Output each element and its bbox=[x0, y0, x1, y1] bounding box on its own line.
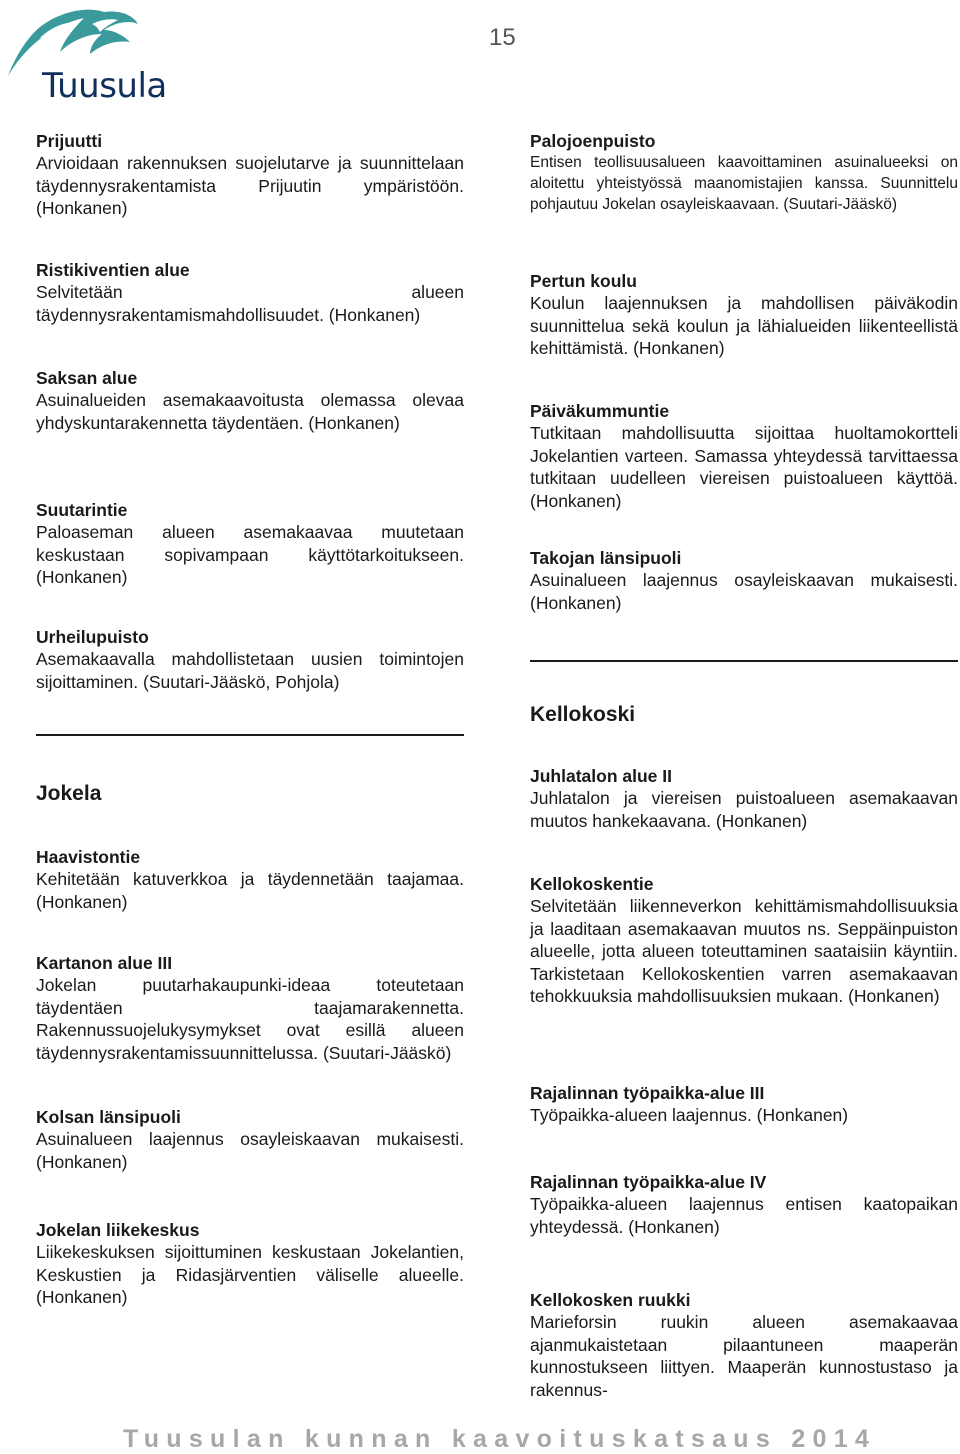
section-divider bbox=[36, 734, 464, 736]
entry-title: Juhlatalon alue II bbox=[530, 766, 672, 786]
entry-body: Asemakaavalla mahdollistetaan uusien toimintojen sijoittaminen. (Suutari-Jääskö, Pohjola) bbox=[36, 649, 464, 692]
entry-body: Juhlatalon ja viereisen puistoalueen asemakaavan muutos hankekaavana. (Honkanen) bbox=[530, 788, 958, 831]
entry-title: Takojan länsipuoli bbox=[530, 548, 682, 568]
entry-title: Kartanon alue III bbox=[36, 953, 173, 973]
entry-body: Liikekeskuksen sijoittuminen keskustaan Jokelantien, Keskustien ja Ridasjärventien väliselle alueelle. (Honkanen) bbox=[36, 1242, 464, 1307]
tuusula-logo bbox=[4, 4, 179, 104]
section-heading-kellokoski: Kellokoski bbox=[530, 703, 636, 726]
entry-body: Jokelan puutarhakaupunki-ideaa toteutetaan täydentäen taajamarakennetta. Rakennussuojelukysymykset ovat esillä alueen täydennysrakentamissuunnittelussa. (Suutari-Jääskö) bbox=[36, 975, 464, 1063]
entry-body: Työpaikka-alueen laajennus entisen kaatopaikan yhteydessä. (Honkanen) bbox=[530, 1194, 958, 1237]
entry-body: Kehitetään katuverkkoa ja täydennetään taajamaa. (Honkanen) bbox=[36, 869, 464, 912]
entry-title: Päiväkummuntie bbox=[530, 401, 670, 421]
footer-title: Tuusulan kunnan kaavoituskatsaus 2014 bbox=[123, 1425, 877, 1453]
entry-body: Asuinalueen laajennus osayleiskaavan mukaisesti. (Honkanen) bbox=[530, 570, 958, 613]
entry-kellokoskentie bbox=[530, 873, 958, 1008]
entry-title: Ristikiventien alue bbox=[36, 260, 190, 280]
entry-paivakummuntie bbox=[530, 400, 958, 512]
entry-title: Palojoenpuisto bbox=[530, 131, 656, 151]
entry-title: Kellokoskentie bbox=[530, 874, 654, 894]
entry-juhlatalon-alue-ii bbox=[530, 765, 958, 832]
entry-ristikiventien-alue bbox=[36, 259, 464, 326]
entry-kellokosken-ruukki bbox=[530, 1289, 958, 1401]
entry-palojoenpuisto bbox=[530, 130, 958, 215]
entry-body: Marieforsin ruukin alueen asemakaavaa ajanmukaistetaan pilaantuneen maaperän kunnostukseen liittyen. Maaperän kunnostustaso ja rakennus- bbox=[530, 1312, 958, 1400]
entry-title: Kellokosken ruukki bbox=[530, 1290, 691, 1310]
entry-haavistontie bbox=[36, 846, 464, 913]
entry-body: Tutkitaan mahdollisuutta sijoittaa huoltamokortteli Jokelantien varteen. Samassa yhteydessä tarvittaessa tutkitaan uudelleen viereisen puistoalueen käyttöä. (Honkanen) bbox=[530, 423, 958, 511]
entry-jokelan-liikekeskus bbox=[36, 1219, 464, 1309]
entry-prijuutti bbox=[36, 130, 464, 220]
entry-pertun-koulu bbox=[530, 270, 958, 360]
section-heading-jokela: Jokela bbox=[36, 782, 102, 805]
entry-title: Rajalinnan työpaikka-alue III bbox=[530, 1083, 765, 1103]
entry-body: Entisen teollisuusalueen kaavoittaminen asuinalueeksi on aloitettu yhteistyössä maanomistajien kanssa. Suunnittelu pohjautuu Jokelan osayleiskaavaan. (Suutari-Jääskö) bbox=[530, 154, 958, 213]
logo-wordmark: Tuusula bbox=[42, 66, 167, 106]
entry-saksan-alue bbox=[36, 367, 464, 434]
entry-body: Asuinalueiden asemakaavoitusta olemassa olevaa yhdyskuntarakennetta täydentäen. (Honkanen) bbox=[36, 390, 464, 433]
entry-body: Asuinalueen laajennus osayleiskaavan mukaisesti. (Honkanen) bbox=[36, 1129, 464, 1172]
entry-title: Rajalinnan työpaikka-alue IV bbox=[530, 1172, 767, 1192]
entry-title: Prijuutti bbox=[36, 131, 103, 151]
entry-rajalinnan-tyopaikka-alue-iv bbox=[530, 1171, 958, 1238]
entry-title: Urheilupuisto bbox=[36, 627, 149, 647]
entry-title: Pertun koulu bbox=[530, 271, 637, 291]
entry-takojan-lansipuoli bbox=[530, 547, 958, 614]
entry-body: Työpaikka-alueen laajennus. (Honkanen) bbox=[530, 1105, 849, 1125]
entry-title: Jokelan liikekeskus bbox=[36, 1220, 200, 1240]
entry-body: Arvioidaan rakennuksen suojelutarve ja suunnittelaan täydennysrakentamista Prijuutin ympäristöön. (Honkanen) bbox=[36, 153, 464, 218]
entry-title: Saksan alue bbox=[36, 368, 138, 388]
entry-kartanon-alue-iii bbox=[36, 952, 464, 1064]
entry-body: Koulun laajennuksen ja mahdollisen päiväkodin suunnittelua sekä koulun ja lähialueiden liikenteellistä kehittämistä. (Honkanen) bbox=[530, 293, 958, 358]
entry-urheilupuisto bbox=[36, 626, 464, 693]
entry-title: Suutarintie bbox=[36, 500, 128, 520]
entry-body: Paloaseman alueen asemakaavaa muutetaan keskustaan sopivampaan käyttötarkoitukseen. (Honkanen) bbox=[36, 522, 464, 587]
entry-body: Selvitetään liikenneverkon kehittämismahdollisuuksia ja laaditaan asemakaavan muutos ns. Seppäinpuiston alueelle, jotta alueen toteuttaminen saataisiin käyntiin. Tarkistetaan Kellokoskentien varren asemakaavan tehokkuuksia mahdollisuuksien mukaan. (Honkanen) bbox=[530, 896, 958, 1006]
entry-body: Selvitetään alueen täydennysrakentamismahdollisuudet. (Honkanen) bbox=[36, 282, 464, 325]
page-number: 15 bbox=[489, 24, 516, 51]
entry-title: Haavistontie bbox=[36, 847, 141, 867]
entry-rajalinnan-tyopaikka-alue-iii bbox=[530, 1082, 958, 1127]
section-divider bbox=[530, 660, 958, 662]
entry-kolsan-lansipuoli bbox=[36, 1106, 464, 1173]
entry-suutarintie bbox=[36, 499, 464, 589]
entry-title: Kolsan länsipuoli bbox=[36, 1107, 181, 1127]
